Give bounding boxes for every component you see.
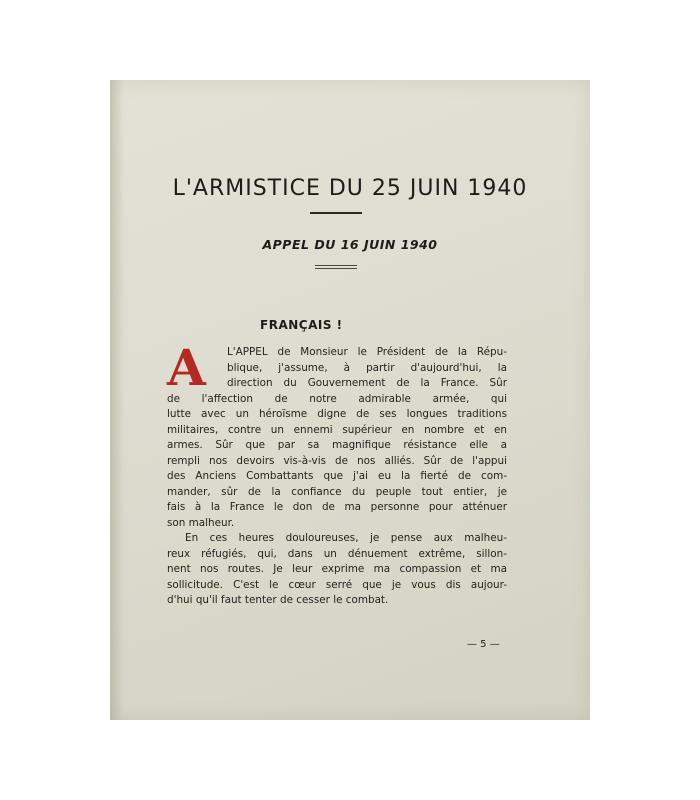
- body-line: militaires, contre un ennemi supérieur en nombre et en: [167, 423, 507, 436]
- body-line: fais à la France le don de ma personne pour atténuer: [167, 501, 507, 513]
- body-line: armes. Sûr que par sa magnifique résistance elle a: [167, 439, 507, 451]
- body-line: d'hui qu'il faut tenter de cesser le combat.: [167, 594, 389, 606]
- subtitle-double-rule: [315, 265, 357, 269]
- chapter-subtitle: APPEL DU 16 JUIN 1940: [262, 237, 438, 252]
- chapter-title: L'ARMISTICE DU 25 JUIN 1940: [172, 176, 528, 201]
- body-line: lutte avec un héroïsme digne de ses longues traditions: [167, 408, 507, 420]
- body-line: son malheur.: [167, 516, 235, 529]
- salutation: FRANÇAIS !: [260, 318, 343, 332]
- page-number: — 5 —: [467, 639, 500, 650]
- book-page: [110, 80, 590, 720]
- body-line: L'APPEL de Monsieur le Président de la Répu-: [227, 346, 507, 358]
- body-line: blique, j'assume, à partir d'aujourd'hui, la: [227, 361, 507, 374]
- body-line: mander, sûr de la confiance du peuple tout entier, je: [167, 485, 507, 498]
- body-line: rempli nos devoirs vis-à-vis de nos alliés. Sûr de l'appui: [167, 454, 507, 467]
- body-line: nent nos routes. Je leur exprime ma compassion et ma: [167, 563, 507, 575]
- body-line: sollicitude. C'est le cœur serré que je vous dis aujour-: [167, 578, 507, 591]
- drop-cap-letter: A: [167, 338, 206, 397]
- body-line: direction du Gouvernement de la France. Sûr: [227, 377, 507, 389]
- body-line: de l'affection de notre admirable armée, qui: [167, 392, 507, 405]
- body-line: des Anciens Combattants que j'ai eu la fierté de com-: [167, 470, 507, 482]
- title-rule: [310, 212, 362, 214]
- body-line: reux réfugiés, qui, dans un dénuement extrême, sillon-: [167, 547, 507, 560]
- body-text: [167, 338, 507, 609]
- body-line: En ces heures douloureuses, je pense aux malheu-: [185, 532, 507, 544]
